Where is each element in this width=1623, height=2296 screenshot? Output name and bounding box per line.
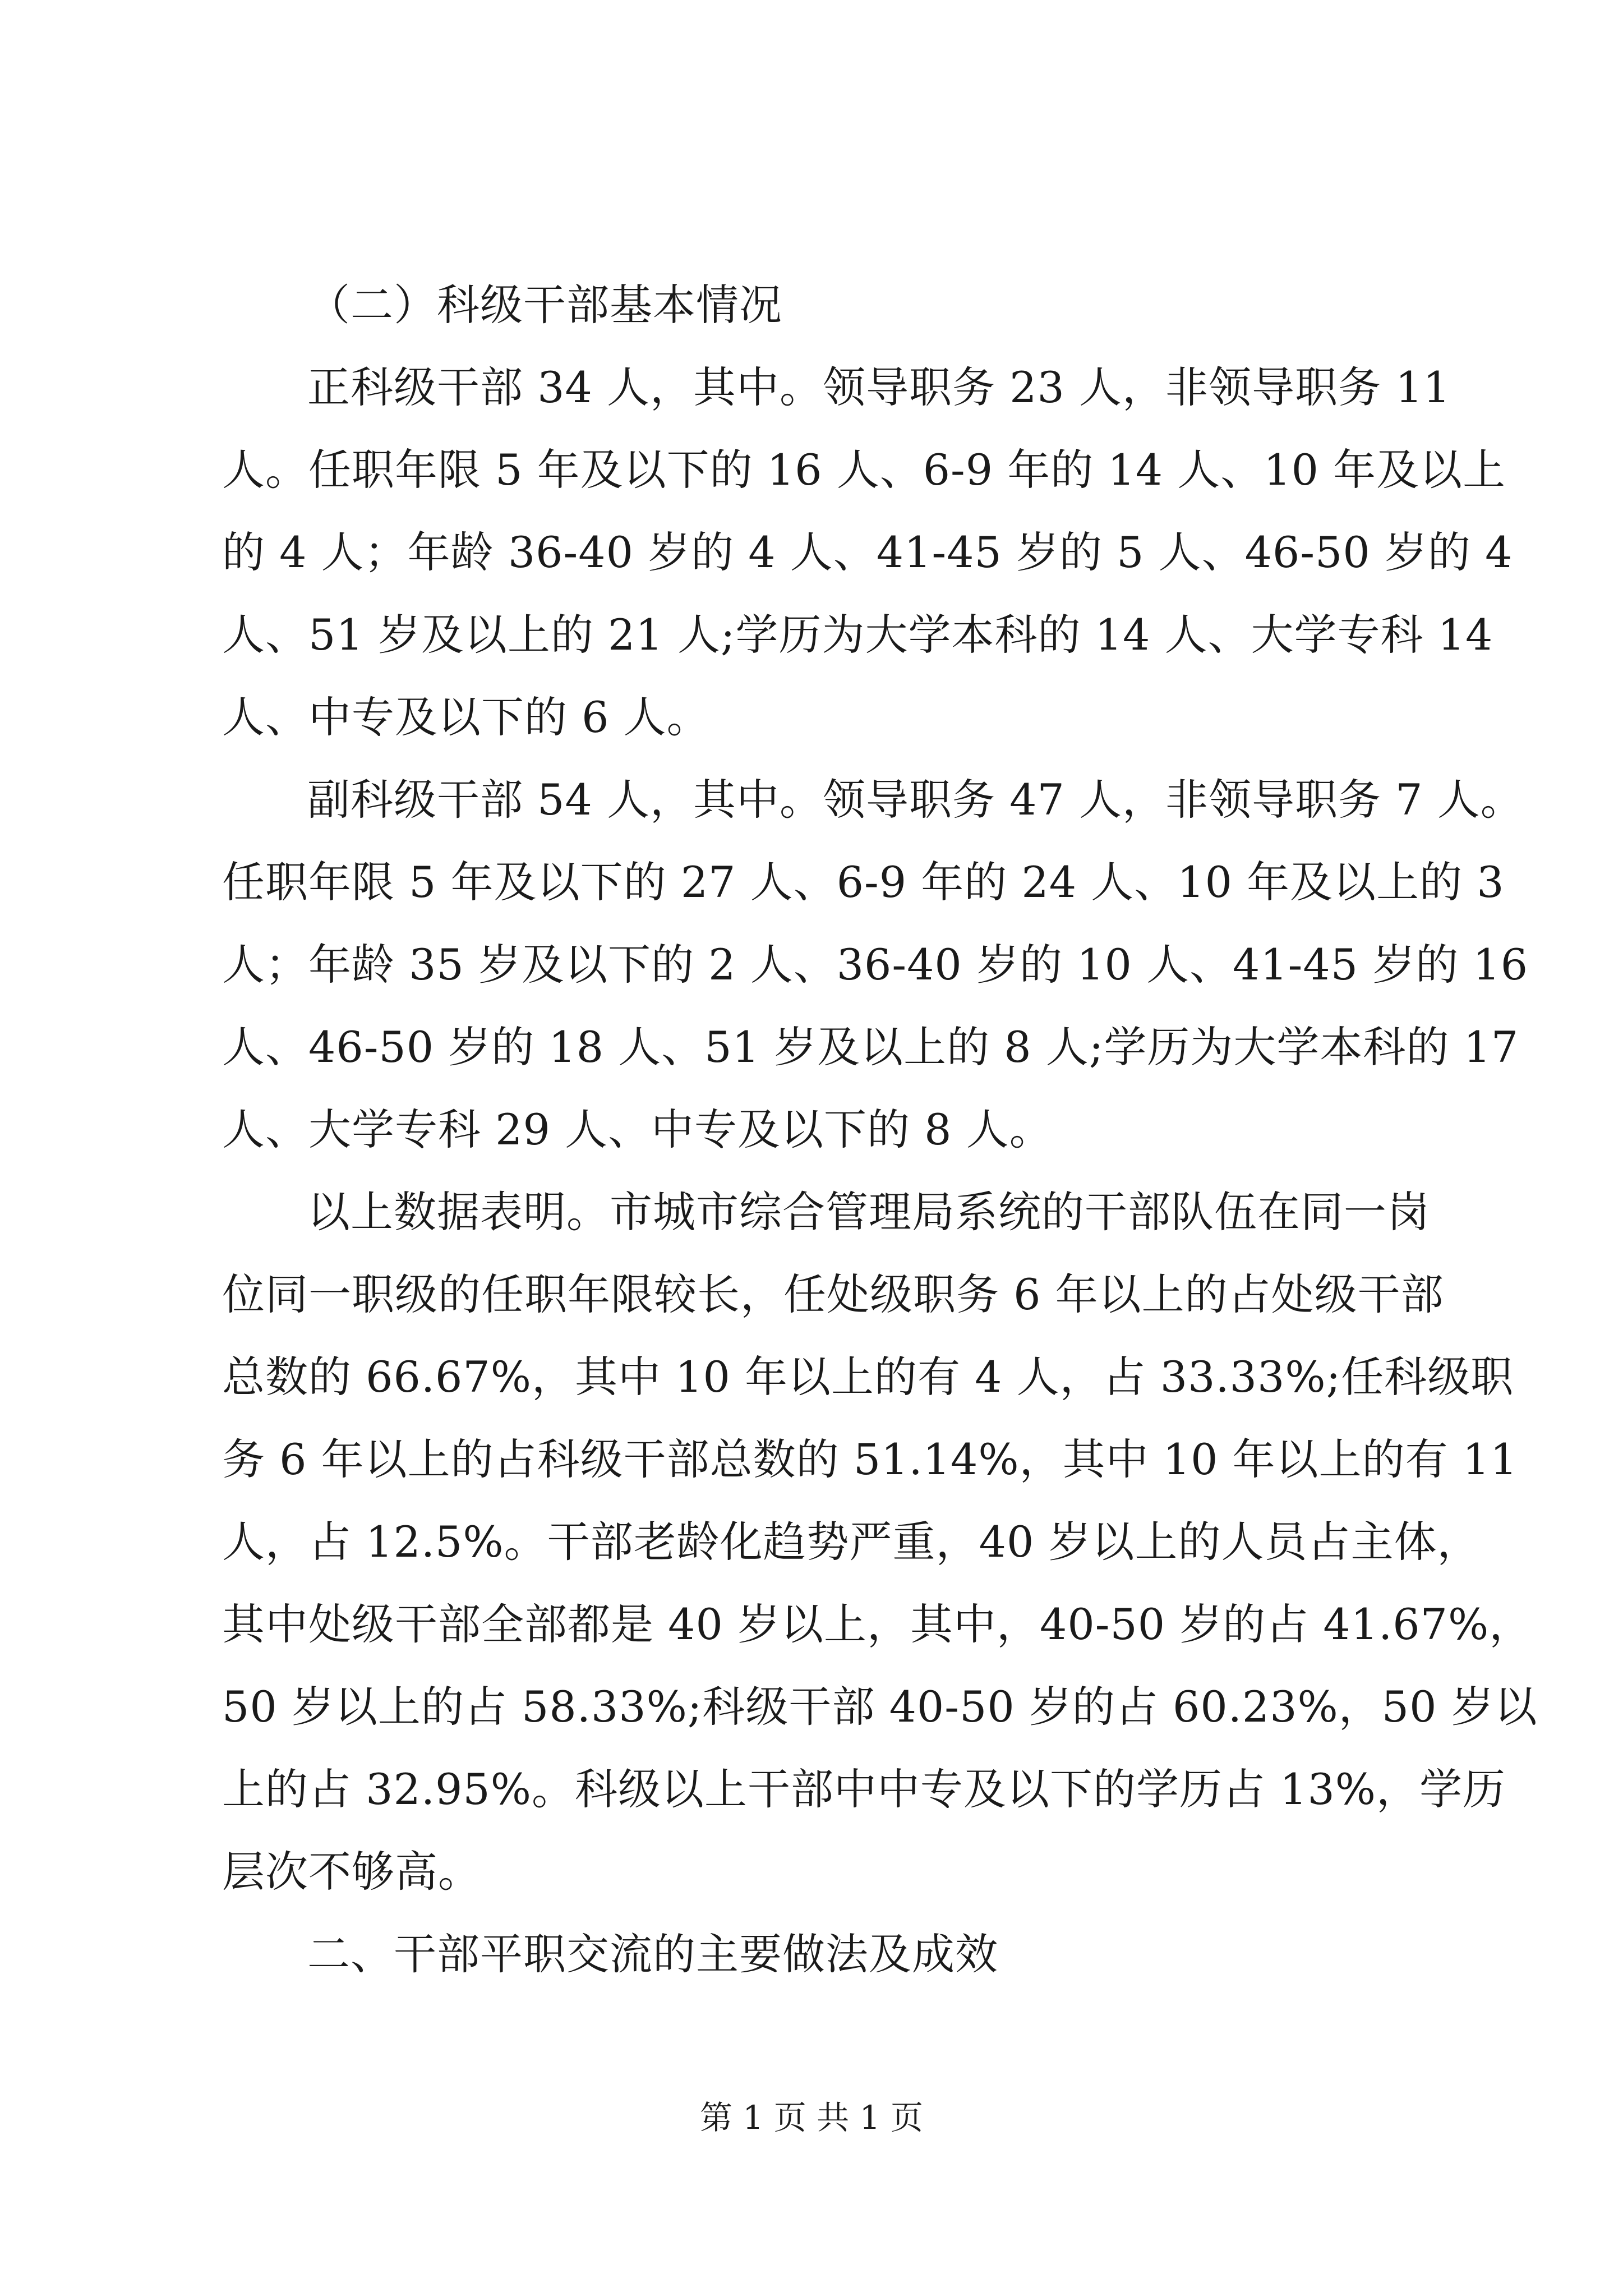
paragraph-line: 层次不够高。	[222, 1847, 481, 1897]
paragraph-line: 人，占 12.5%。干部老龄化趋势严重，40 岁以上的人员占主体，	[222, 1517, 1481, 1567]
paragraph-line: 正科级干部 34 人，其中。领导职务 23 人，非领导职务 11	[307, 362, 1451, 412]
paragraph-line: 任职年限 5 年及以下的 27 人、6-9 年的 24 人、10 年及以上的 3	[222, 857, 1505, 907]
paragraph-line: 其中处级干部全部都是 40 岁以上，其中，40-50 岁的占 41.67%，	[222, 1599, 1533, 1649]
section-heading: 二、干部平职交流的主要做法及成效	[307, 1929, 998, 1979]
paragraph-line: 务 6 年以上的占科级干部总数的 51.14%，其中 10 年以上的有 11	[222, 1434, 1518, 1484]
paragraph-line: 人、46-50 岁的 18 人、51 岁及以上的 8 人;学历为大学本科的 17	[222, 1022, 1519, 1072]
page-footer: 第 1 页 共 1 页	[700, 2099, 923, 2137]
paragraph-line: 总数的 66.67%，其中 10 年以上的有 4 人，占 33.33%;任科级职	[222, 1352, 1514, 1402]
paragraph-line: 的 4 人；年龄 36-40 岁的 4 人、41-45 岁的 5 人、46-50 岁的 4	[222, 527, 1513, 577]
document-body	[222, 264, 1538, 1995]
paragraph-line: 50 岁以上的占 58.33%;科级干部 40-50 岁的占 60.23%，50 岁以	[222, 1682, 1538, 1732]
paragraph-line: 上的占 32.95%。科级以上干部中中专及以下的学历占 13%，学历	[222, 1764, 1506, 1814]
paragraph-line: 副科级干部 54 人，其中。领导职务 47 人，非领导职务 7 人。	[307, 775, 1524, 825]
section-heading: （二）科级干部基本情况	[307, 280, 782, 330]
paragraph-line: 人。任职年限 5 年及以下的 16 人、6-9 年的 14 人、10 年及以上	[222, 445, 1506, 495]
paragraph-line: 人、51 岁及以上的 21 人;学历为大学本科的 14 人、大学专科 14	[222, 610, 1493, 660]
paragraph-line: 以上数据表明。市城市综合管理局系统的干部队伍在同一岗	[307, 1187, 1430, 1237]
paragraph-line: 人；年龄 35 岁及以下的 2 人、36-40 岁的 10 人、41-45 岁的 16	[222, 940, 1529, 990]
paragraph-line: 人、大学专科 29 人、中专及以下的 8 人。	[222, 1105, 1053, 1154]
paragraph-line: 位同一职级的任职年限较长，任处级职务 6 年以上的占处级干部	[222, 1269, 1444, 1319]
paragraph-line: 人、中专及以下的 6 人。	[222, 692, 710, 742]
